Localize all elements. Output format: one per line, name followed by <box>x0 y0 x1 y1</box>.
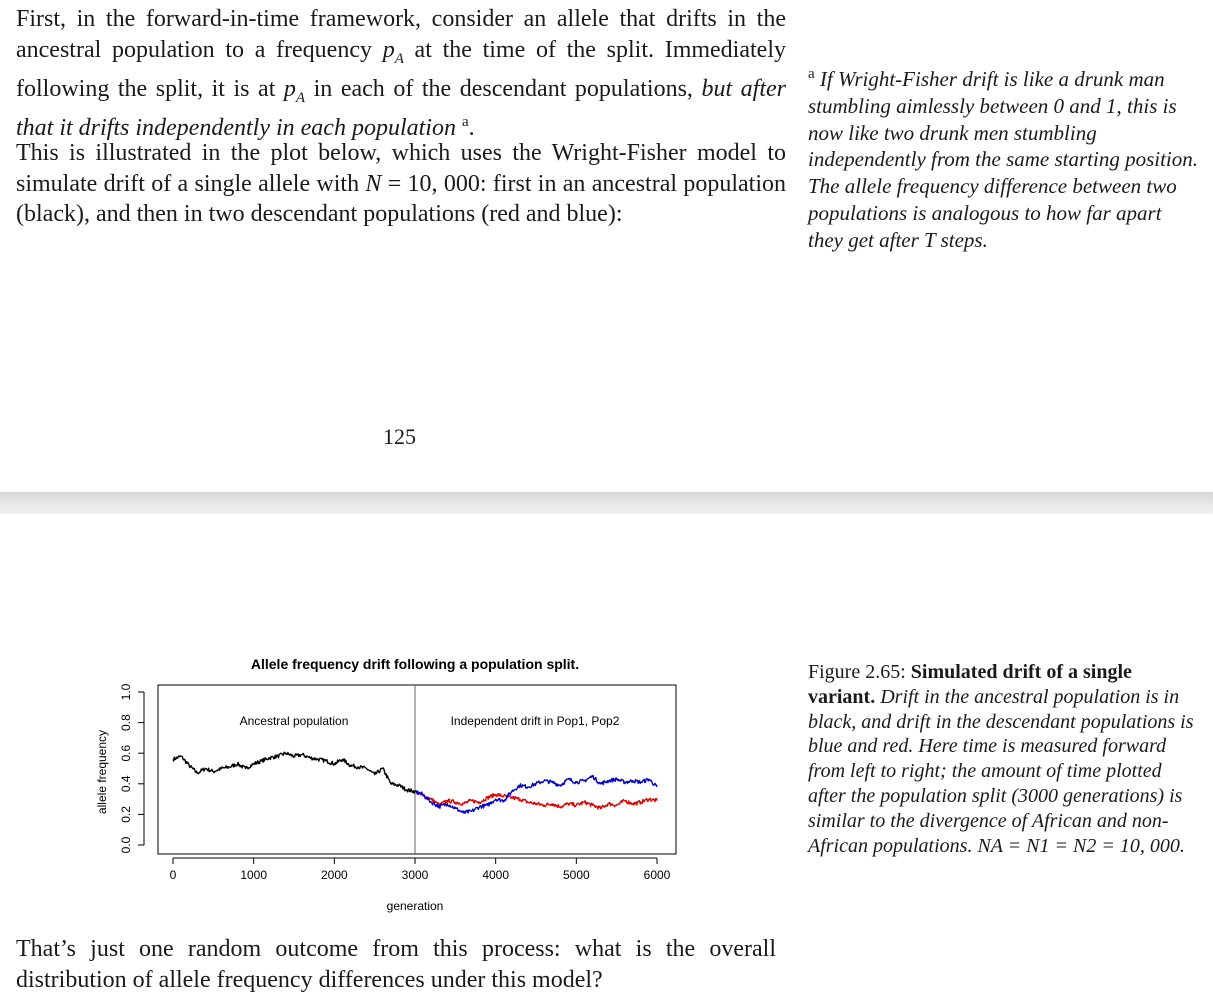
y-tick-label: 0.6 <box>119 744 133 762</box>
x-tick-label: 3000 <box>401 868 429 882</box>
y-tick-label: 0.8 <box>119 714 133 731</box>
paragraph-illustration: This is illustrated in the plot below, which uses the Wright-Fisher model to simulate drift of a single allele with N = 10, 000: first in an ancestral population (black), and then in two descendant populations (red and blue): <box>16 140 786 227</box>
x-tick-label: 6000 <box>643 868 671 882</box>
y-tick-label: 1.0 <box>119 683 133 701</box>
annotation-independent: Independent drift in Pop1, Pop2 <box>450 714 620 728</box>
y-tick-label: 0.2 <box>119 806 133 823</box>
caption-equation: NA = N1 = N2 = 10, 000. <box>977 834 1185 857</box>
y-axis <box>119 683 144 853</box>
series-ancestral-line <box>173 752 415 793</box>
figure-caption <box>808 660 1200 858</box>
plot-frame <box>158 685 676 854</box>
margin-note-marker: a <box>808 66 815 82</box>
footnote-marker: a <box>461 114 469 131</box>
y-tick-label: 0.4 <box>119 775 133 793</box>
page-number: 125 <box>383 424 416 449</box>
chart-title: Allele frequency drift following a population split. <box>250 656 580 672</box>
caption-italic: Drift in the ancestral population is in black, and drift in the descendant populations is blue and red. Here time is measured forward from left to right; the amount of time plotted after the population split (3000 generations) is similar to the divergence of African and non-African populations. <box>808 685 1194 857</box>
paragraph-question: That’s just one random outcome from this process: what is the overall distribution of allele frequency differences under this model? <box>16 936 776 993</box>
x-tick-label: 0 <box>169 868 177 882</box>
annotation-ancestral: Ancestral population <box>239 714 349 728</box>
x-axis-label: generation <box>386 899 444 913</box>
series-pop1-line <box>415 775 657 813</box>
caption-bold: Simulated drift of a single variant. <box>808 661 1132 708</box>
paragraph-forward-in-time: First, in the forward-in-time framework, consider an allele that drifts in the ancestral population to a frequency $p_A$ at the time of the split. Immediately following the split, it is at $p_A$ in each of the descendant populations, but after that it drifts independently in each population $^a$. <box>16 6 786 142</box>
x-tick-label: 5000 <box>562 868 590 882</box>
drift-chart <box>80 650 680 920</box>
x-axis <box>170 858 671 882</box>
x-tick-label: 1000 <box>240 868 268 882</box>
y-tick-label: 0.0 <box>119 836 133 854</box>
margin-note: $^a$ If Wright-Fisher drift is like a drunk man stumbling aimlessly between 0 and 1, this is now like two drunk men stumbling independently from the same starting position. The allele frequency difference between two populations is analogous to how far apart they get after T steps. <box>808 66 1199 252</box>
caption-label: Figure 2.65: <box>808 661 911 683</box>
x-tick-label: 2000 <box>320 868 348 882</box>
y-axis-label: allele frequency <box>95 729 109 815</box>
x-tick-label: 4000 <box>482 868 510 882</box>
page-separator <box>0 492 1213 514</box>
